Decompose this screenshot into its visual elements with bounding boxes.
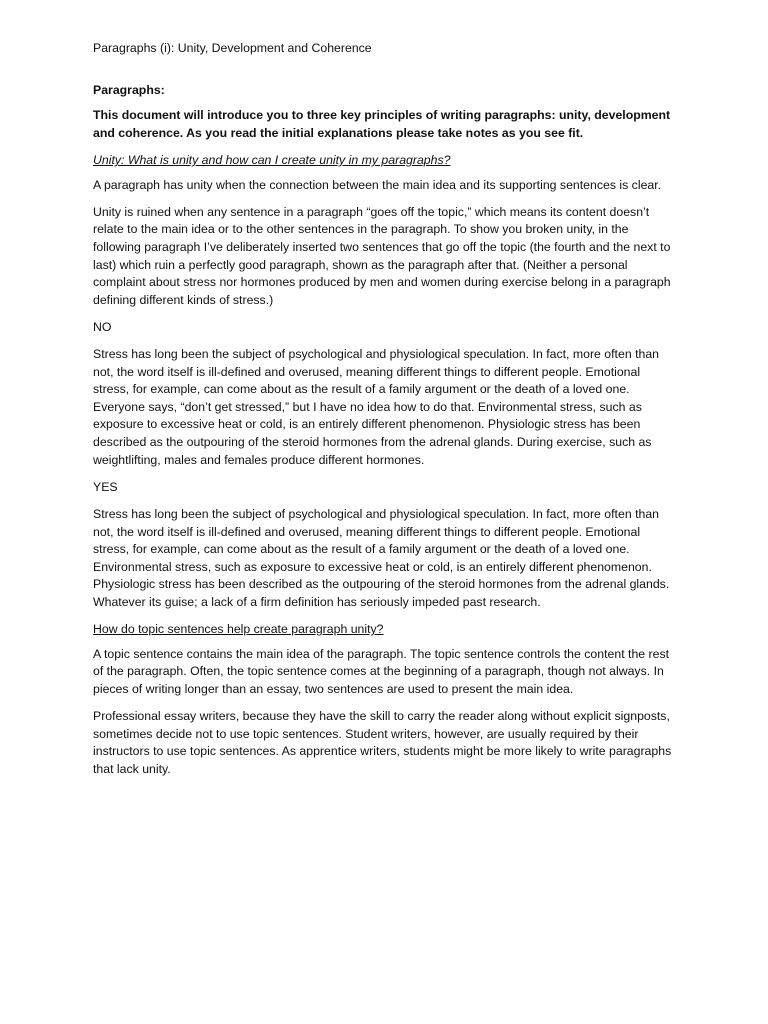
yes-label: YES [93, 479, 118, 494]
professional-writers-paragraph: Professional essay writers, because they have the skill to carry the reader along without explicit signposts, sometimes decide not to use topic sentences. Student writers, however, are usually required by their instructors to use topic sentences. As apprentice writers, students might be more likely to write paragraphs that lack unity. [93, 709, 672, 776]
document-title: Paragraphs (i): Unity, Development and Coherence [93, 41, 372, 55]
topic-sentence-paragraph: A topic sentence contains the main idea of the paragraph. The topic sentence controls the content the rest of the paragraph. Often, the topic sentence comes at the beginning of a paragraph, though not always. In pieces of writing longer than an essay, two sentences are used to present the main idea. [93, 646, 670, 696]
no-label: NO [93, 319, 112, 334]
yes-example-paragraph: Stress has long been the subject of psychological and physiological speculation. In fact, more often than not, the word itself is ill-defined and overused, meaning different things to different people. Emotional stress, for example, can come about as the result of a family argument or the death of a loved one. Environmental stress, such as exposure to excessive heat or cold, is an entirely different phenomenon. Physiologic stress has been described as the outpouring of the steroid hormones from the adrenal glands. Whatever its guise; a lack of a firm definition has seriously impeded past research. [93, 507, 670, 609]
unity-definition-paragraph: A paragraph has unity when the connection between the main idea and its supporting sentences is clear. [93, 177, 662, 192]
no-example-paragraph: Stress has long been the subject of psychological and physiological speculation. In fact, more often than not, the word itself is ill-defined and overused, meaning different things to different people. Emotional stress, for example, can come about as the result of a family argument or the death of a loved one. Everyone says, “don’t get stressed,” but I have no idea how to do that. Environmental stress, such as exposure to excessive heat or cold, is an entirely different phenomenon. Physiologic stress has been described as the outpouring of the steroid hormones from the adrenal glands. During exercise, such as weightlifting, males and females produce different hormones. [93, 347, 660, 467]
document-page [93, 40, 675, 788]
broken-unity-explanation: Unity is ruined when any sentence in a paragraph “goes off the topic,” which means its content doesn’t relate to the main idea or to the other sentences in the paragraph. To show you broken unity, in the following paragraph I’ve deliberately inserted two sentences that go off the topic (the fourth and the next to last) which ruin a perfectly good paragraph, shown as the paragraph after that. (Neither a personal complaint about stress nor hormones produced by men and women during exercise belong in a paragraph defining different kinds of stress.) [93, 204, 671, 307]
intro-paragraph: This document will introduce you to three key principles of writing paragraphs: unity, development and coherence. As you read the initial explanations please take notes as you see fit. [93, 108, 671, 140]
topic-sentences-question: How do topic sentences help create paragraph unity? [93, 622, 384, 637]
section-heading: Paragraphs: [93, 82, 165, 97]
unity-question-heading: Unity: What is unity and how can I create unity in my paragraphs? [93, 152, 451, 167]
